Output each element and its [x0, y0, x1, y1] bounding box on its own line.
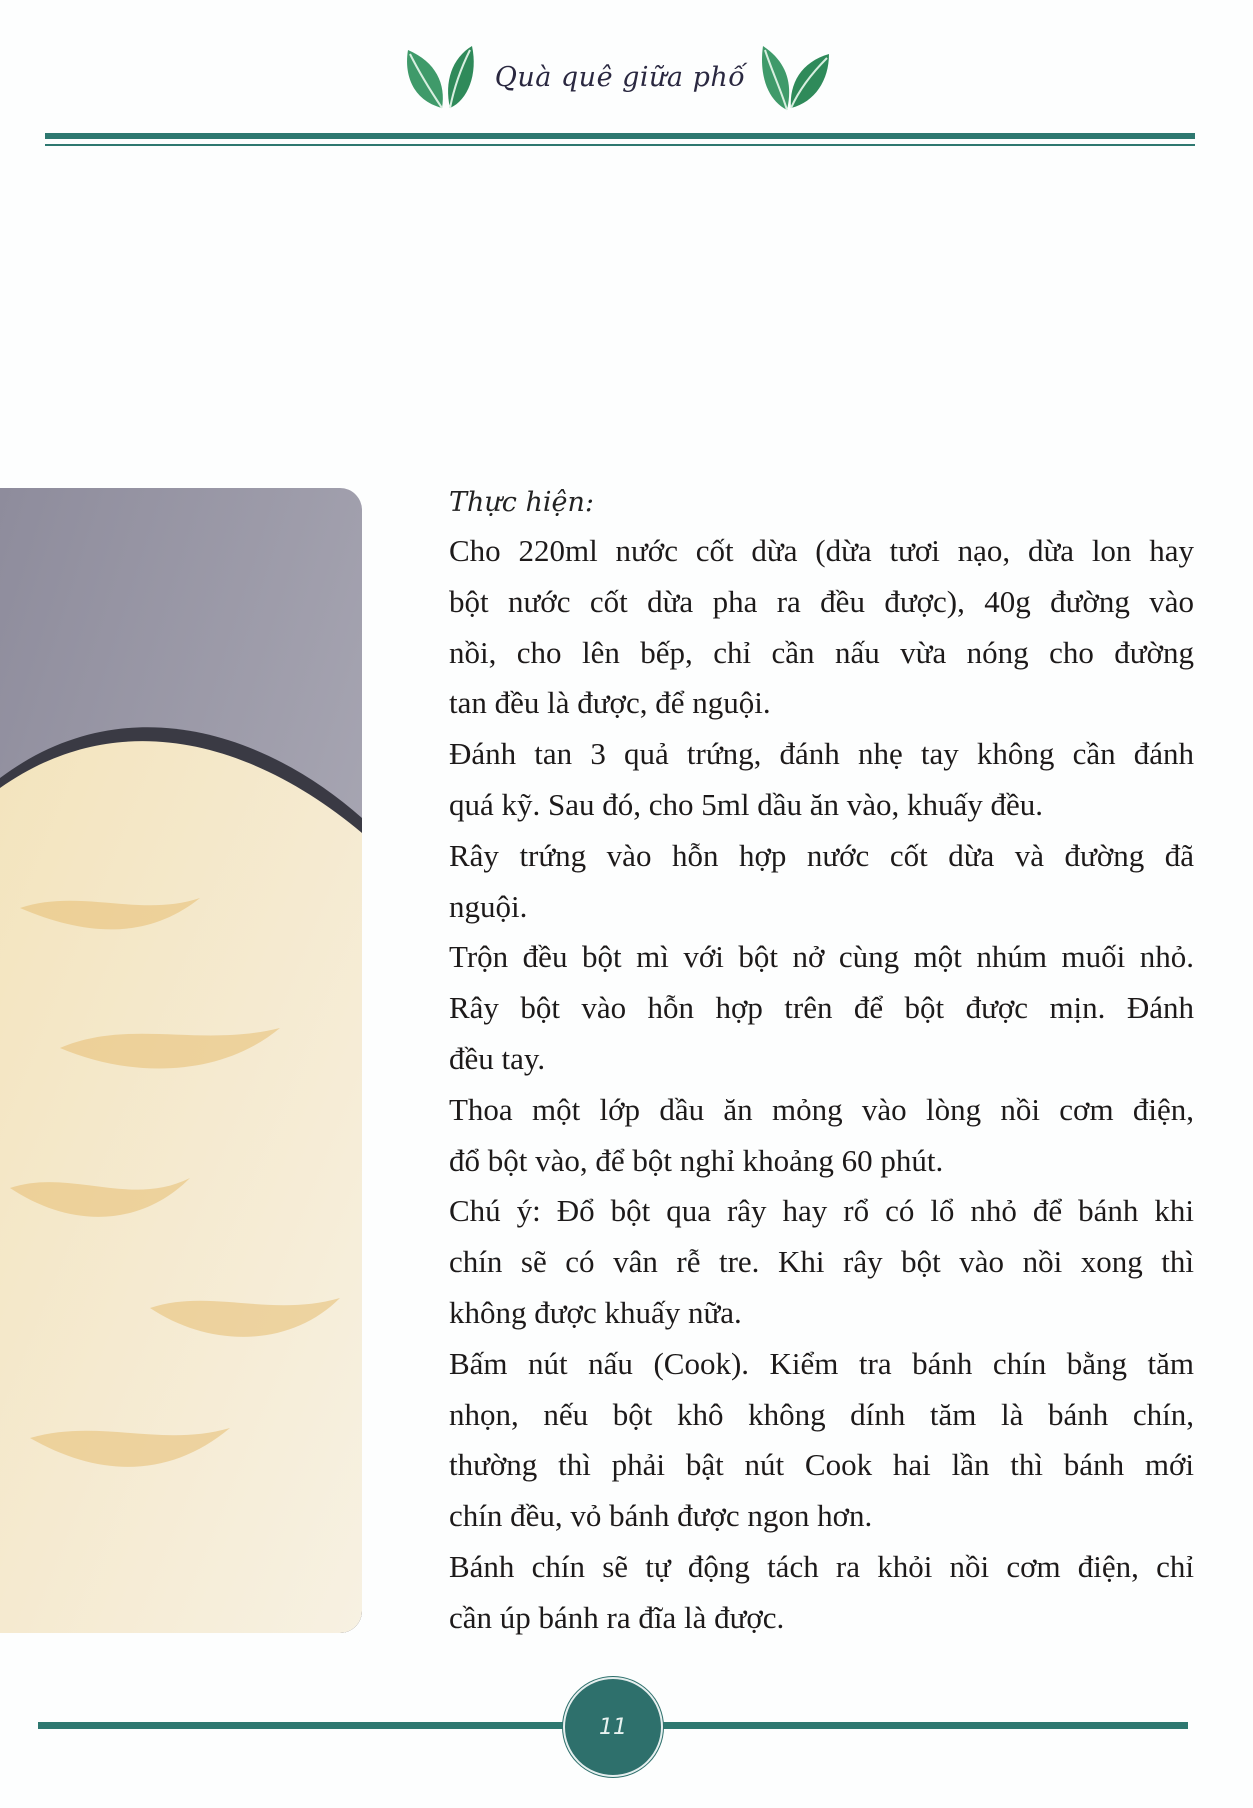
- recipe-instructions: [449, 480, 1194, 1644]
- text-line: nồi, cho lên bếp, chỉ cần nấu vừa nóng cho đường: [449, 634, 1194, 670]
- text-line: chín sẽ có vân rễ tre. Khi rây bột vào nồi xong thì: [449, 1244, 1194, 1280]
- paragraph: [449, 1085, 1194, 1187]
- text-line: không được khuấy nữa.: [449, 1294, 742, 1330]
- paragraph: [449, 1542, 1194, 1644]
- leaf-icon: [402, 44, 478, 114]
- text-line: chín đều, vỏ bánh được ngon hơn.: [449, 1498, 873, 1534]
- text-line: Chú ý: Đổ bột qua rây hay rổ có lổ nhỏ để bánh khi: [449, 1193, 1194, 1229]
- text-line: bột nước cốt dừa pha ra đều được), 40g đường vào: [449, 583, 1194, 619]
- text-line: tan đều là được, để nguội.: [449, 685, 771, 721]
- paragraph: [449, 831, 1194, 933]
- book-title: Quà quê giữa phố: [494, 62, 746, 93]
- text-line: Trộn đều bột mì với bột nở cùng một nhúm muối nhỏ.: [449, 939, 1194, 975]
- paragraph: [449, 729, 1194, 831]
- paragraph: [449, 526, 1194, 729]
- header-rule: [45, 133, 1195, 139]
- text-line: Bấm nút nấu (Cook). Kiểm tra bánh chín bằng tăm: [449, 1345, 1194, 1381]
- text-line: đổ bột vào, để bột nghỉ khoảng 60 phút.: [449, 1142, 944, 1178]
- text-line: Rây trứng vào hỗn hợp nước cốt dừa và đường đã: [449, 837, 1194, 873]
- text-line: nhọn, nếu bột khô không dính tăm là bánh chín,: [449, 1396, 1194, 1432]
- cake-photo: [0, 488, 362, 1633]
- text-line: cần úp bánh ra đĩa là được.: [449, 1599, 785, 1635]
- paragraph: [449, 1186, 1194, 1338]
- text-line: thường thì phải bật nút Cook hai lần thì bánh mới: [449, 1447, 1194, 1483]
- page-header: [0, 0, 1253, 160]
- text-line: nguội.: [449, 888, 528, 924]
- text-line: Bánh chín sẽ tự động tách ra khỏi nồi cơm điện, chỉ: [449, 1548, 1194, 1584]
- text-line: Cho 220ml nước cốt dừa (dừa tươi nạo, dừa lon hay: [449, 533, 1194, 568]
- text-line: Thoa một lớp dầu ăn mỏng vào lòng nồi cơm điện,: [449, 1091, 1194, 1127]
- text-line: Rây bột vào hỗn hợp trên để bột được mịn. Đánh: [449, 990, 1194, 1026]
- page-number-badge: [563, 1677, 663, 1777]
- header-rule-thin: [45, 144, 1195, 146]
- page-number: 11: [599, 1714, 627, 1740]
- leaf-icon: [757, 44, 833, 114]
- text-line: Đánh tan 3 quả trứng, đánh nhẹ tay không cần đánh: [449, 736, 1194, 772]
- paragraph: [449, 932, 1194, 1084]
- text-line: đều tay.: [449, 1040, 546, 1076]
- text-line: quá kỹ. Sau đó, cho 5ml dầu ăn vào, khuấy đều.: [449, 786, 1044, 822]
- paragraph: [449, 1339, 1194, 1542]
- section-label: Thực hiện:: [449, 487, 594, 518]
